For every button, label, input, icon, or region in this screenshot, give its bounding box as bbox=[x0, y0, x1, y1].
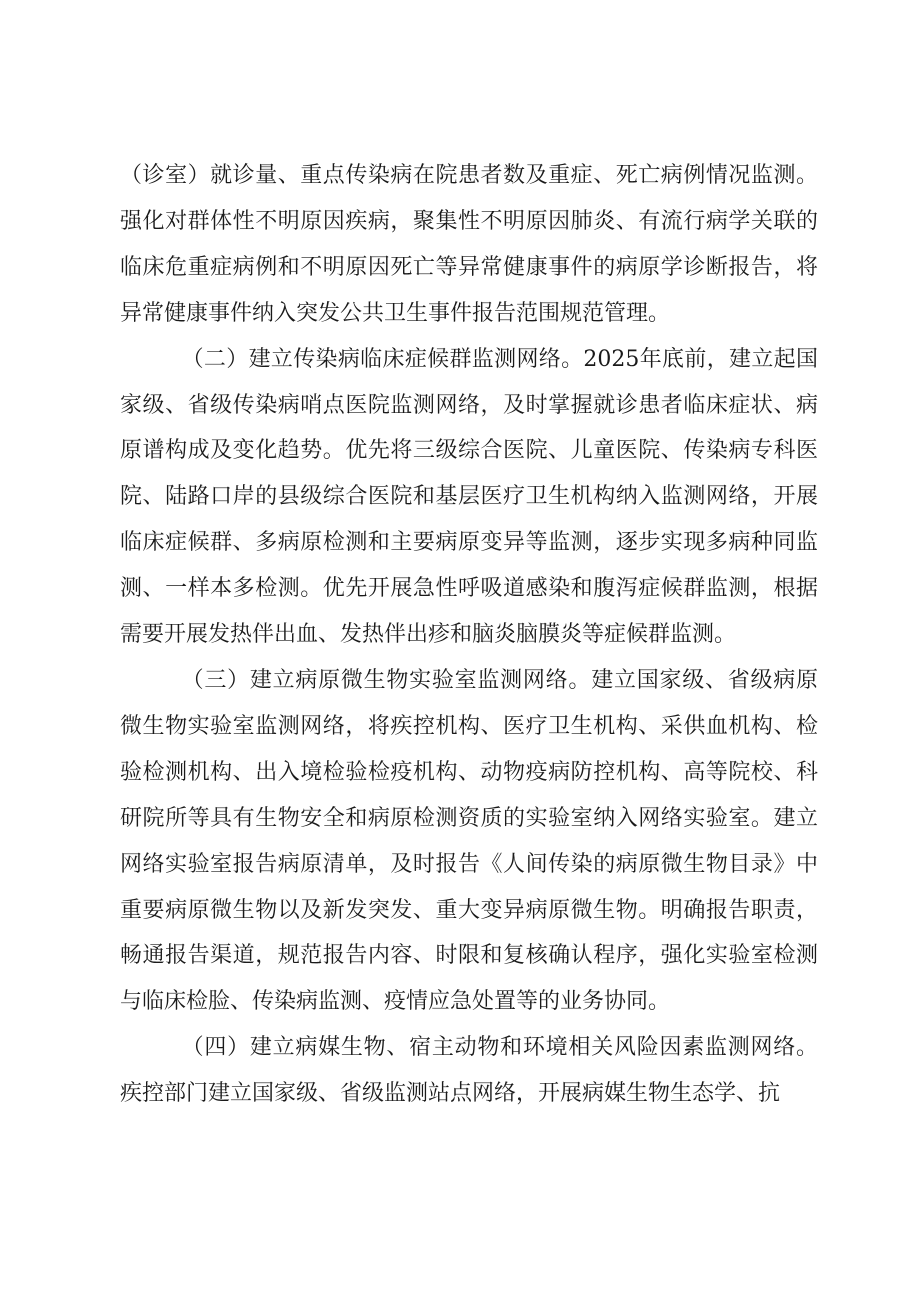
paragraph-section-4: （四）建立病媒生物、宿主动物和环境相关风险因素监测网络。疾控部门建立国家级、省级监测站点网络，开展病媒生物生态学、抗 bbox=[120, 1035, 818, 1107]
paragraph-section-2: （二）建立传染病临床症候群监测网络。2025年底前，建立起国家级、省级传染病哨点医院监测网络，及时掌握就诊患者临床症状、病原谱构成及变化趋势。优先将三级综合医院、儿童医院、传染病专科医院、陆路口岸的县级综合医院和基层医疗卫生机构纳入监测网络，开展临床症候群、多病原检测和主要病原变异等监测，逐步实现多病种同监测、一样本多检测。优先开展急性呼吸道感染和腹泻症候群监测，根据需要开展发热伴出血、发热伴出疹和脑炎脑膜炎等症候群监测。 bbox=[120, 346, 818, 648]
document-body bbox=[120, 153, 818, 1117]
paragraph-section-3: （三）建立病原微生物实验室监测网络。建立国家级、省级病原微生物实验室监测网络，将疾控机构、医疗卫生机构、采供血机构、检验检测机构、出入境检验检疫机构、动物疫病防控机构、高等院校、科研院所等具有生物安全和病原检测资质的实验室纳入网络实验室。建立网络实验室报告病原清单，及时报告《人间传染的病原微生物目录》中重要病原微生物以及新发突发、重大变异病原微生物。明确报告职责，畅通报告渠道，规范报告内容、时限和复核确认程序，强化实验室检测与临床检脸、传染病监测、疫情应急处置等的业务协同。 bbox=[120, 667, 818, 1015]
paragraph-continued: （诊室）就诊量、重点传染病在院患者数及重症、死亡病例情况监测。强化对群体性不明原因疾病，聚集性不明原因肺炎、有流行病学关联的临床危重症病例和不明原因死亡等异常健康事件的病原学诊断报告，将异常健康事件纳入突发公共卫生事件报告范围规范管理。 bbox=[120, 163, 818, 326]
